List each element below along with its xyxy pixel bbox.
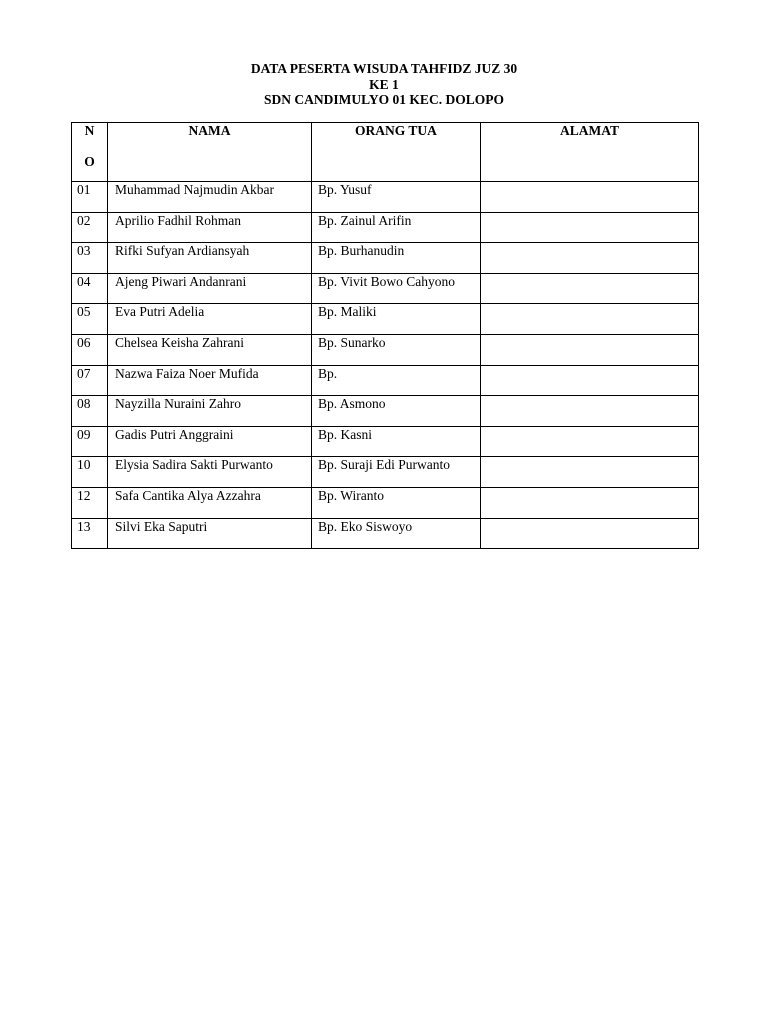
title-line-1: DATA PESERTA WISUDA TAHFIDZ JUZ 30 xyxy=(250,61,518,76)
cell-no xyxy=(72,243,108,274)
cell-orang-tua-text: Bp. xyxy=(318,365,338,381)
cell-orang-tua xyxy=(312,396,481,427)
cell-alamat xyxy=(481,212,699,243)
table-row xyxy=(72,182,699,213)
cell-nama xyxy=(108,396,312,427)
cell-orang-tua-text: Bp. Asmono xyxy=(318,396,386,412)
table-row xyxy=(72,426,699,457)
cell-orang-tua-text: Bp. Suraji Edi Purwanto xyxy=(318,457,450,473)
cell-orang-tua xyxy=(312,518,481,549)
cell-nama xyxy=(108,243,312,274)
cell-no xyxy=(72,365,108,396)
header-no-part2: O xyxy=(84,154,95,169)
cell-orang-tua xyxy=(312,457,481,488)
table-row xyxy=(72,273,699,304)
cell-nama xyxy=(108,457,312,488)
cell-alamat xyxy=(481,273,699,304)
cell-orang-tua-text: Bp. Kasni xyxy=(318,426,372,442)
header-nama-label: NAMA xyxy=(188,123,231,138)
cell-alamat xyxy=(481,334,699,365)
cell-nama-text: Safa Cantika Alya Azzahra xyxy=(115,487,261,503)
cell-nama xyxy=(108,273,312,304)
cell-no-text: 02 xyxy=(77,212,91,228)
cell-no xyxy=(72,518,108,549)
cell-orang-tua xyxy=(312,182,481,213)
cell-alamat xyxy=(481,426,699,457)
header-orang-tua xyxy=(312,123,481,182)
cell-alamat xyxy=(481,396,699,427)
cell-orang-tua-text: Bp. Vivit Bowo Cahyono xyxy=(318,273,455,289)
table-row xyxy=(72,396,699,427)
header-nama xyxy=(108,123,312,182)
table-row xyxy=(72,457,699,488)
cell-nama-text: Silvi Eka Saputri xyxy=(115,518,208,534)
cell-orang-tua xyxy=(312,243,481,274)
cell-orang-tua-text: Bp. Wiranto xyxy=(318,487,384,503)
cell-nama-text: Elysia Sadira Sakti Purwanto xyxy=(115,457,273,473)
cell-alamat xyxy=(481,304,699,335)
cell-nama xyxy=(108,334,312,365)
cell-no-text: 05 xyxy=(77,304,91,320)
cell-nama xyxy=(108,365,312,396)
cell-no-text: 06 xyxy=(77,334,91,350)
cell-orang-tua-text: Bp. Burhanudin xyxy=(318,243,405,259)
cell-orang-tua xyxy=(312,212,481,243)
cell-orang-tua xyxy=(312,334,481,365)
cell-alamat xyxy=(481,243,699,274)
cell-no xyxy=(72,273,108,304)
cell-orang-tua-text: Bp. Yusuf xyxy=(318,182,372,197)
cell-nama-text: Muhammad Najmudin Akbar xyxy=(115,182,274,197)
cell-alamat xyxy=(481,487,699,518)
cell-no xyxy=(72,396,108,427)
cell-orang-tua-text: Bp. Zainul Arifin xyxy=(318,212,412,228)
document-title xyxy=(0,61,768,108)
cell-nama-text: Eva Putri Adelia xyxy=(115,304,205,320)
cell-no xyxy=(72,334,108,365)
cell-no xyxy=(72,212,108,243)
cell-no-text: 08 xyxy=(77,396,91,412)
title-line-3: SDN CANDIMULYO 01 KEC. DOLOPO xyxy=(264,92,504,107)
cell-orang-tua xyxy=(312,426,481,457)
cell-no xyxy=(72,487,108,518)
header-orang-tua-label: ORANG TUA xyxy=(355,123,437,138)
cell-nama xyxy=(108,487,312,518)
cell-alamat xyxy=(481,457,699,488)
cell-orang-tua xyxy=(312,487,481,518)
table-row xyxy=(72,243,699,274)
header-no-part1: N xyxy=(84,123,95,138)
cell-nama-text: Gadis Putri Anggraini xyxy=(115,426,234,442)
cell-nama xyxy=(108,182,312,213)
table-row xyxy=(72,334,699,365)
cell-nama xyxy=(108,212,312,243)
cell-nama-text: Nazwa Faiza Noer Mufida xyxy=(115,365,259,381)
table-row xyxy=(72,365,699,396)
cell-nama xyxy=(108,304,312,335)
cell-nama-text: Chelsea Keisha Zahrani xyxy=(115,334,244,350)
cell-nama-text: Rifki Sufyan Ardiansyah xyxy=(115,243,250,259)
cell-no-text: 12 xyxy=(77,487,91,503)
cell-nama xyxy=(108,518,312,549)
title-line-2: KE 1 xyxy=(369,76,399,92)
cell-nama-text: Aprilio Fadhil Rohman xyxy=(115,212,241,228)
cell-no xyxy=(72,426,108,457)
cell-no-text: 13 xyxy=(77,518,91,534)
table-row xyxy=(72,518,699,549)
cell-no xyxy=(72,457,108,488)
cell-orang-tua xyxy=(312,273,481,304)
cell-nama-text: Nayzilla Nuraini Zahro xyxy=(115,396,241,412)
cell-no-text: 09 xyxy=(77,426,91,442)
participants-table xyxy=(71,122,699,549)
cell-alamat xyxy=(481,182,699,213)
header-alamat-label: ALAMAT xyxy=(560,123,619,138)
header-alamat xyxy=(481,123,699,182)
cell-orang-tua-text: Bp. Maliki xyxy=(318,304,377,320)
cell-no-text: 03 xyxy=(77,243,91,259)
table-header-row xyxy=(72,123,699,182)
cell-no xyxy=(72,182,108,213)
header-no xyxy=(72,123,108,182)
cell-no-text: 01 xyxy=(77,182,91,197)
cell-nama xyxy=(108,426,312,457)
cell-alamat xyxy=(481,365,699,396)
table-row xyxy=(72,487,699,518)
cell-orang-tua-text: Bp. Eko Siswoyo xyxy=(318,518,413,534)
table-row xyxy=(72,212,699,243)
cell-no-text: 07 xyxy=(77,365,91,381)
cell-orang-tua xyxy=(312,304,481,335)
cell-nama-text: Ajeng Piwari Andanrani xyxy=(115,273,247,289)
table-row xyxy=(72,304,699,335)
cell-no-text: 10 xyxy=(77,457,91,473)
cell-orang-tua xyxy=(312,365,481,396)
cell-no-text: 04 xyxy=(77,273,91,289)
cell-orang-tua-text: Bp. Sunarko xyxy=(318,334,386,350)
cell-no xyxy=(72,304,108,335)
cell-alamat xyxy=(481,518,699,549)
